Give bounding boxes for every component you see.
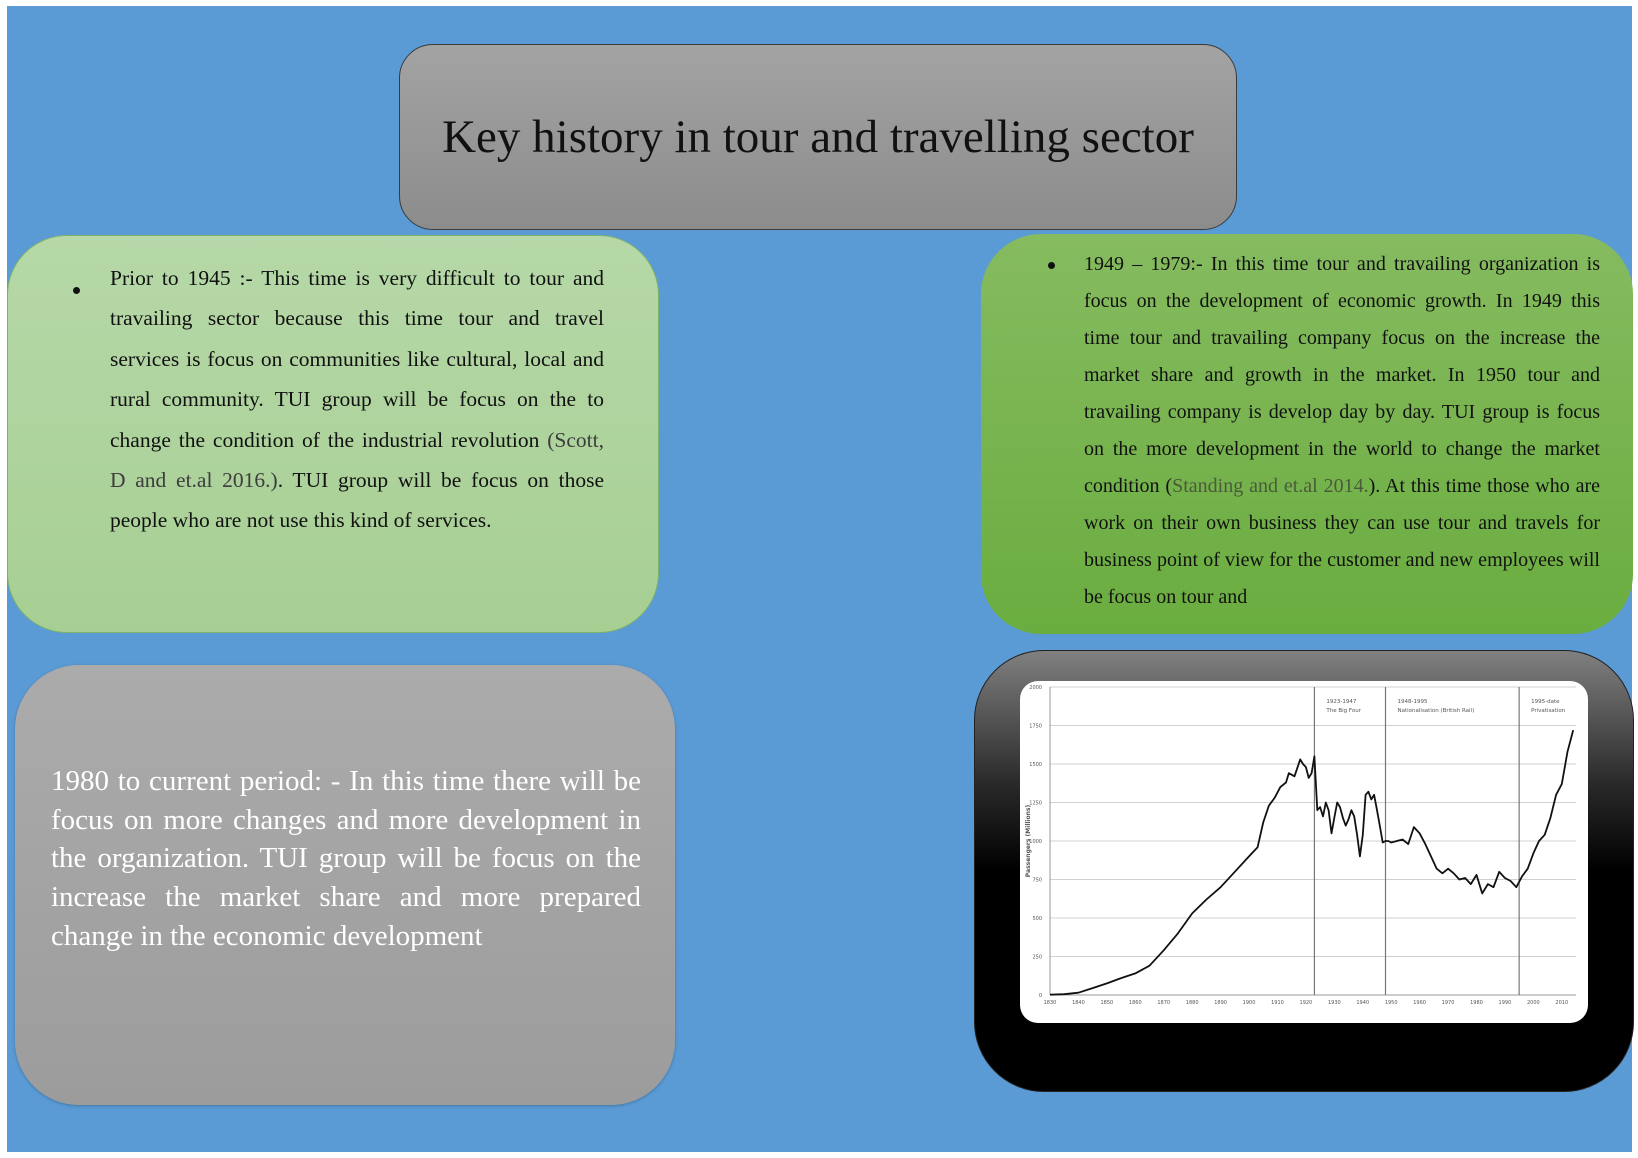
x-tick-label: 1850: [1100, 1000, 1114, 1006]
bullet-text: [110, 258, 604, 541]
y-tick-label: 1000: [1029, 839, 1042, 845]
y-tick-label: 1500: [1029, 762, 1042, 768]
era-label: The Big Four: [1326, 708, 1362, 714]
era-label: Nationalisation (British Rail): [1397, 708, 1475, 714]
x-tick-label: 1940: [1356, 1000, 1370, 1006]
paragraph-text: ). At this time those who are work on their own business they can use tour and travels for business point of view for the customer and new employees will be focus on tour and: [1084, 475, 1600, 608]
x-tick-label: 1900: [1242, 1000, 1256, 1006]
y-axis-label: Passengers (Millions): [1025, 804, 1032, 878]
y-tick-label: 1250: [1029, 800, 1042, 807]
bullet-item: [981, 234, 1633, 634]
era-label: 1923-1947: [1326, 699, 1357, 705]
y-tick-label: 0: [1038, 993, 1042, 999]
x-tick-label: 1890: [1214, 1000, 1227, 1006]
y-tick-label: 500: [1032, 916, 1042, 922]
history-box-1980-current: [15, 665, 675, 1105]
history-box-1949-1979: [981, 234, 1633, 634]
x-tick-label: 1840: [1072, 1000, 1085, 1006]
x-tick-label: 1950: [1384, 1000, 1398, 1006]
chart-frame: [974, 650, 1634, 1092]
bullet-text: [1084, 246, 1600, 616]
chart-image: [1020, 681, 1588, 1023]
x-tick-label: 1980: [1470, 1000, 1483, 1006]
paragraph-text: 1980 to current period: - In this time there will be focus on more changes and more development in the organization. TUI group will be focus on the increase the market share and more prepared change in the economic development: [51, 765, 641, 952]
bullet-item: [8, 236, 658, 632]
x-tick-label: 1910: [1271, 1000, 1284, 1006]
x-tick-label: 1880: [1185, 1000, 1199, 1006]
x-tick-label: 2010: [1555, 1000, 1569, 1006]
y-tick-label: 250: [1032, 954, 1042, 961]
era-label: 1995-date: [1531, 699, 1560, 705]
series-line: [1050, 730, 1573, 995]
x-tick-label: 2000: [1526, 1000, 1540, 1006]
y-tick-label: 2000: [1029, 685, 1042, 691]
citation: Standing and et.al 2014.: [1172, 475, 1369, 497]
passenger-line-chart: [1020, 681, 1588, 1023]
paragraph-text: Prior to 1945 :- This time is very difficult to tour and travailing sector because this time tour and travel services is focus on communities like cultural, local and rural community. TUI group will be focus on the to change the condition of the industrial revolution: [110, 266, 604, 452]
x-tick-label: 1830: [1043, 1000, 1057, 1006]
x-tick-label: 1920: [1299, 1000, 1313, 1006]
era-label: Privatisation: [1531, 708, 1566, 714]
x-tick-label: 1990: [1498, 1000, 1512, 1006]
slide-title: Key history in tour and travelling sector: [442, 111, 1194, 163]
y-tick-label: 1750: [1029, 723, 1042, 730]
history-box-prior-1945: [7, 235, 659, 633]
slide: [7, 6, 1632, 1152]
paragraph-text: . TUI group will be focus on those people who are not use this kind of services.: [110, 468, 604, 533]
y-tick-label: 750: [1032, 877, 1042, 884]
citation: (Scott, D and et.al 2016.): [110, 427, 604, 493]
x-tick-label: 1960: [1413, 1000, 1426, 1006]
x-tick-label: 1870: [1157, 1000, 1171, 1006]
x-tick-label: 1860: [1128, 1000, 1142, 1006]
bullet-dot: [1048, 262, 1055, 269]
title-box: [399, 44, 1237, 230]
paragraph-text: 1949 – 1979:- In this time tour and travailing organization is focus on the development of economic growth. In 1949 this time tour and travailing company focus on the increase the market share and growth in the market. In 1950 tour and travailing company is develop day by day. TUI group is focus on the more development in the world to change the market condition (: [1084, 253, 1600, 497]
x-tick-label: 1930: [1327, 1000, 1341, 1006]
era-label: 1948-1995: [1397, 699, 1428, 705]
x-tick-label: 1970: [1441, 1000, 1455, 1006]
bullet-dot: [73, 287, 80, 294]
